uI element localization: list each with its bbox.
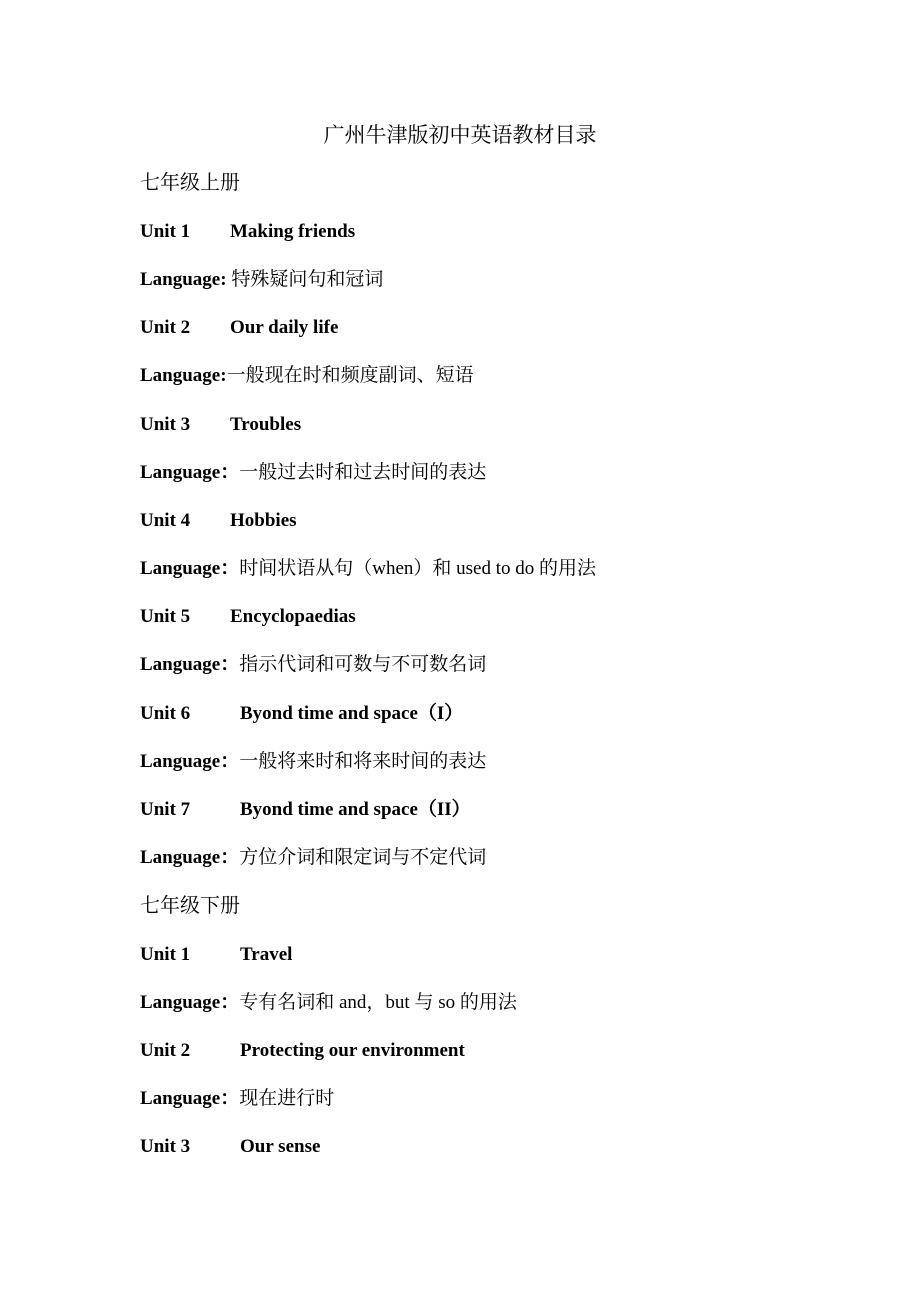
- grade-heading: 七年级下册: [140, 895, 240, 917]
- language-line: [140, 650, 486, 680]
- unit-number: Unit 6: [140, 703, 191, 724]
- unit-heading: [140, 313, 338, 343]
- unit-heading: [140, 1132, 320, 1162]
- unit-heading: [140, 217, 355, 247]
- language-line: [140, 554, 596, 584]
- language-label: Language：: [140, 1088, 240, 1109]
- language-label: Language：: [140, 992, 240, 1013]
- language-label: Language：: [140, 751, 240, 772]
- unit-number: Unit 4: [140, 510, 191, 531]
- grade-heading: 七年级上册: [140, 172, 240, 194]
- language-label: Language:: [140, 365, 227, 386]
- language-text: 一般过去时和过去时间的表达: [239, 462, 487, 483]
- language-line: [140, 361, 474, 391]
- language-line: [140, 747, 486, 777]
- unit-heading: [140, 795, 471, 825]
- language-line: [140, 988, 517, 1018]
- language-text: 方位介词和限定词与不定代词: [239, 847, 487, 868]
- unit-title: Making friends: [230, 221, 356, 242]
- language-text: 特殊疑问句和冠词: [226, 269, 384, 290]
- unit-heading: [140, 1036, 465, 1066]
- language-label: Language:: [140, 269, 227, 290]
- language-label: Language：: [140, 847, 240, 868]
- unit-title: Our daily life: [230, 317, 339, 338]
- unit-title: Travel: [240, 944, 293, 965]
- language-text: 一般现在时和频度副词、短语: [226, 365, 474, 386]
- language-line: [140, 458, 486, 488]
- unit-number: Unit 7: [140, 799, 191, 820]
- unit-number: Unit 1: [140, 221, 191, 242]
- unit-heading: [140, 410, 301, 440]
- language-line: [140, 265, 383, 295]
- language-line: [140, 1084, 334, 1114]
- unit-number: Unit 3: [140, 414, 191, 435]
- unit-title: Encyclopaedias: [230, 606, 356, 627]
- unit-title: Protecting our environment: [240, 1040, 465, 1061]
- language-text: 专有名词和 and，but 与 so 的用法: [239, 992, 517, 1013]
- unit-title: Hobbies: [230, 510, 297, 531]
- unit-number: Unit 1: [140, 944, 191, 965]
- unit-number: Unit 2: [140, 317, 191, 338]
- language-label: Language：: [140, 558, 240, 579]
- unit-number: Unit 2: [140, 1040, 191, 1061]
- language-label: Language：: [140, 654, 240, 675]
- unit-heading: [140, 506, 297, 536]
- unit-heading: [140, 602, 356, 632]
- unit-title: Troubles: [230, 414, 302, 435]
- language-line: [140, 843, 486, 873]
- language-text: 现在进行时: [239, 1088, 335, 1109]
- unit-heading: [140, 699, 463, 729]
- language-text: 指示代词和可数与不可数名词: [239, 654, 487, 675]
- unit-title: Byond time and space（I）: [240, 703, 464, 724]
- language-text: 时间状语从句（when）和 used to do 的用法: [239, 558, 597, 579]
- unit-title: Our sense: [240, 1136, 321, 1157]
- document-title: 广州牛津版初中英语教材目录: [323, 123, 597, 147]
- language-label: Language：: [140, 462, 240, 483]
- unit-number: Unit 5: [140, 606, 191, 627]
- unit-heading: [140, 940, 292, 970]
- unit-number: Unit 3: [140, 1136, 191, 1157]
- language-text: 一般将来时和将来时间的表达: [239, 751, 487, 772]
- unit-title: Byond time and space（II）: [240, 799, 471, 820]
